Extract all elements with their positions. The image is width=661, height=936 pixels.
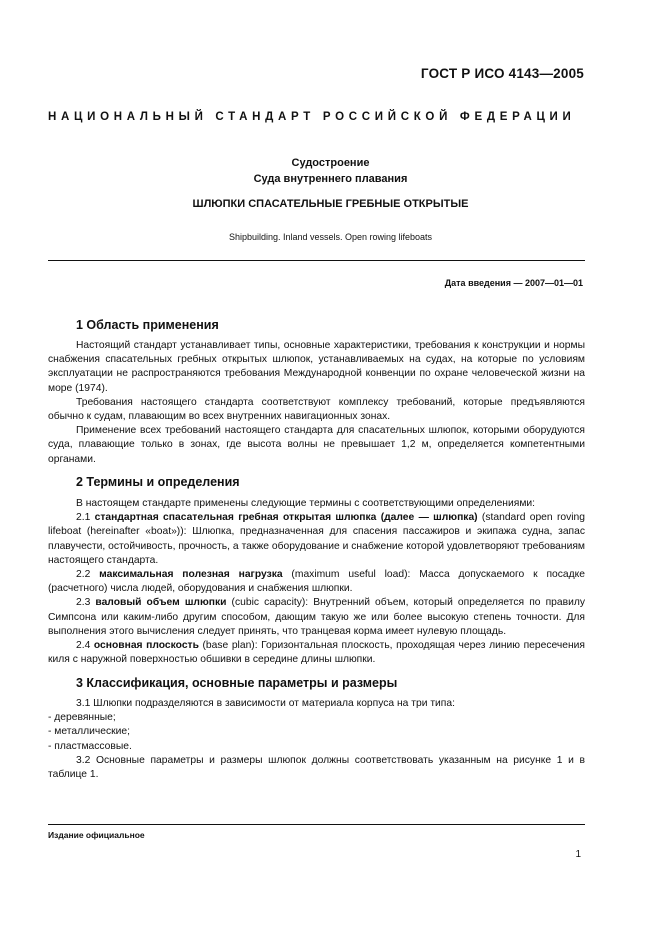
- list-item: - металлические;: [48, 726, 130, 738]
- title-line-2: Суда внутреннего плавания: [253, 173, 408, 185]
- list-item: - пластмассовые.: [48, 740, 132, 752]
- section-3-heading: 3 Классификация, основные параметры и размеры: [76, 676, 398, 690]
- term-2-2-name: максимальная полезная нагрузка: [99, 569, 283, 581]
- main-title: ШЛЮПКИ СПАСАТЕЛЬНЫЕ ГРЕБНЫЕ ОТКРЫТЫЕ: [192, 198, 469, 210]
- section-3-paragraph-2: 3.2 Основные параметры и размеры шлюпок должны соответствовать указанным на рисунке 1 и в таблице 1.: [48, 754, 585, 781]
- section-3-paragraph-1: 3.1 Шлюпки подразделяются в зависимости от материала корпуса на три типа:: [76, 698, 455, 709]
- section-1-paragraph-3: Применение всех требований настоящего стандарта для спасательных шлюпок, которыми оборудуются суда, плавающие только в зонах, где высота волны не превышает 1,2 м, определяется компетентными органами.: [48, 425, 585, 465]
- term-2-1: 2.1 стандартная спасательная гребная открытая шлюпка (далее — шлюпка) (standard open roving lifeboat (hereinafter «boat»)): Шлюпка, предназначенная для спасения пассажиров и экипажа судна, запас плавучести, остойчивость, прочность, а также оборудование и снабжение которой удовлетворяют требованиям настоящего стандарта.: [48, 512, 585, 566]
- english-title: Shipbuilding. Inland vessels. Open rowing lifeboats: [228, 232, 433, 242]
- bottom-divider: [48, 824, 585, 825]
- page-number: 1: [575, 849, 581, 860]
- section-2-intro: В настоящем стандарте применены следующие термины с соответствующими определениями:: [76, 498, 536, 509]
- introduction-date: Дата введения — 2007—01—01: [444, 278, 583, 288]
- section-1-heading: 1 Область применения: [76, 318, 219, 332]
- section-2-body: [48, 497, 585, 667]
- term-2-1-name: стандартная спасательная гребная открытая шлюпка (далее — шлюпка): [94, 512, 478, 524]
- section-3-body: [48, 697, 585, 782]
- list-item: - деревянные;: [48, 712, 116, 724]
- national-standard-banner: НАЦИОНАЛЬНЫЙ СТАНДАРТ РОССИЙСКОЙ ФЕДЕРАЦИИ: [48, 111, 576, 123]
- official-edition-label: Издание официальное: [48, 830, 145, 840]
- top-divider: [48, 260, 585, 261]
- section-1-paragraph-1: Настоящий стандарт устанавливает типы, основные характеристики, требования к конструкции и нормы снабжения спасательных гребных открытых шлюпок, устанавливаемых на судах, на которые по условиям эксплуатации не распространяются требования Международной конвенции по охране человеческой жизни на море (1974).: [48, 340, 585, 394]
- term-2-2: 2.2 максимальная полезная нагрузка (maximum useful load): Масса допускаемого к посадке (расчетного) числа людей, оборудования и снабжения шлюпки.: [48, 569, 585, 595]
- section-1-body: [48, 339, 585, 467]
- standard-code: ГОСТ Р ИСО 4143—2005: [420, 66, 584, 81]
- term-2-4-name: основная плоскость: [93, 640, 199, 652]
- title-line-1: Судостроение: [291, 157, 370, 169]
- section-2-heading: 2 Термины и определения: [76, 475, 240, 489]
- term-2-3: 2.3 валовый объем шлюпки (cubic capacity): Внутренний объем, который определяется по правилу Симпсона или каким-либо другим способом, дающим такую же или более высокую степень точности. Для выполнения этого вычисления следует принять, что транцевая корма имеет нулевую площадь.: [48, 597, 585, 637]
- section-1-paragraph-2: Требования настоящего стандарта соответствуют комплексу требований, которые предъявляются обычно к судам, плавающим во всех внутренних навигационных зонах.: [48, 396, 585, 423]
- term-2-3-name: валовый объем шлюпки: [95, 597, 227, 609]
- term-2-4: 2.4 основная плоскость (base plan): Горизонтальная плоскость, проходящая через линию пересечения киля с наружной поверхностью обшивки в середине длины шлюпки.: [48, 640, 585, 666]
